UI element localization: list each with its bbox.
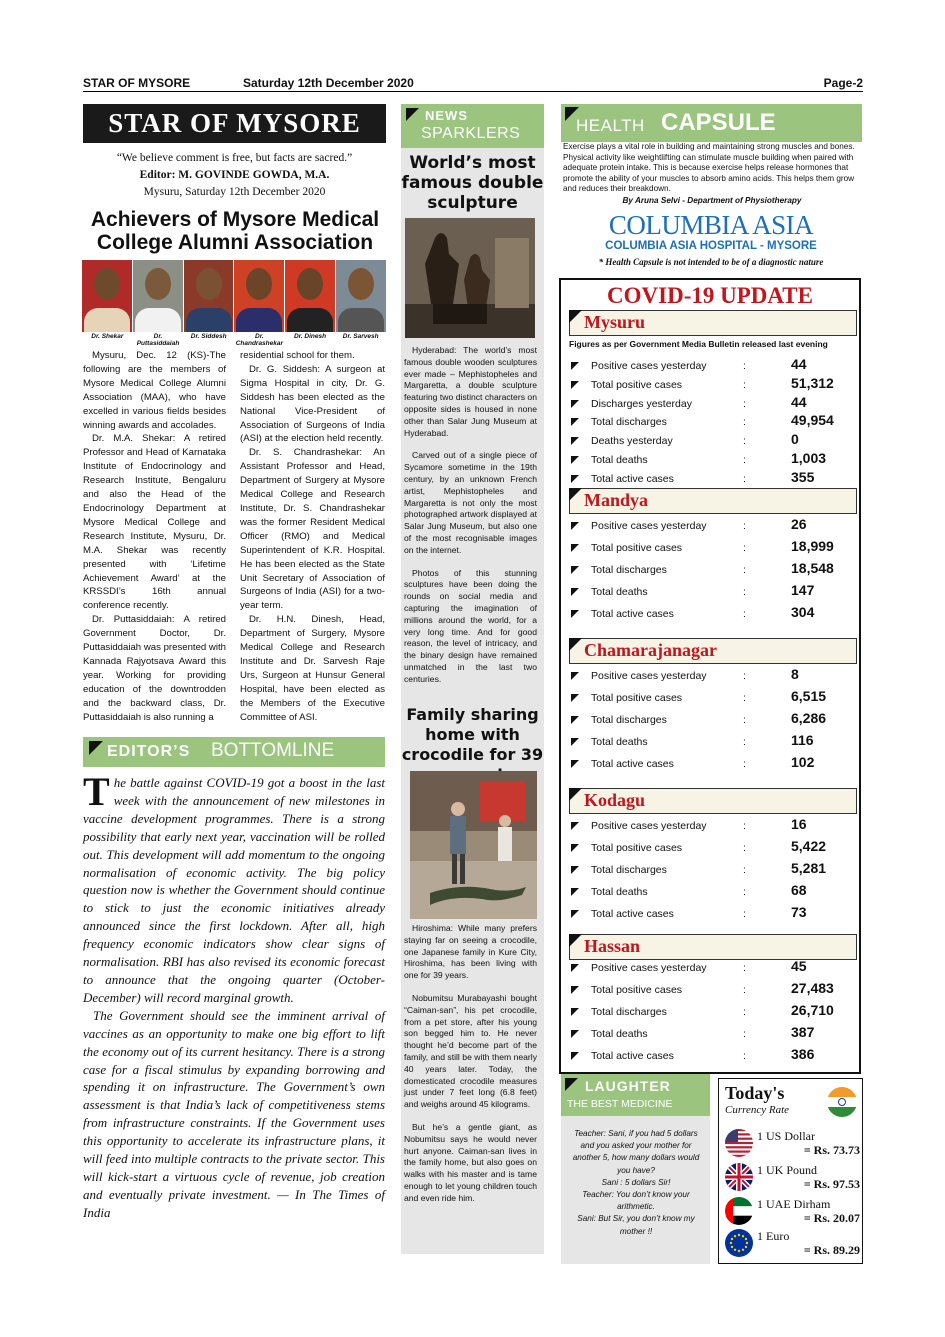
story-paragraph: Carved out of a single piece of Sycamore sometime in the 19th century, by an unknown French artist, Mephistopheles and Margaretta is not only the most photographed artwork displayed at Salar Jung Museum, but also one of the most recognisable images on the internet. [404,450,537,555]
rate-title: Today's [725,1083,785,1103]
stat-label: Total discharges [591,714,667,726]
stat-label: Deaths yesterday [591,435,673,448]
stat-value: 27,483 [791,980,834,996]
article-paragraph: Dr. H.N. Dinesh, Head, Department of Surgery, Mysore Medical College and Research Institute and Dr. Sarvesh Raje Urs, Surgeon at Hunsur General Hospital, have been elected as the Members of the Executive Committee of ASI. [240,614,385,723]
currency-name: 1 UK Pound [757,1163,818,1177]
story-paragraph: Photos of this stunning sculptures have been doing the rounds on social media and capturing the imagination of millions around the world, for a very long time. And for good reason, the level of intricacy, and the binary design have remained unmatched in the last two centuries. [404,567,537,684]
face [94,268,120,300]
stat-value: 18,999 [791,538,834,554]
stat-row [569,818,859,836]
stat-colon: : [743,670,746,682]
stat-colon: : [743,842,746,854]
district-name: Mysuru [584,312,646,332]
district-name: Chamarajanagar [584,640,717,660]
eu-flag-icon [725,1229,753,1257]
stat-value: 147 [791,582,815,598]
district-header [569,488,857,514]
stat-colon: : [743,378,746,391]
doctor-photo [82,260,132,332]
stat-label: Total deaths [591,736,648,748]
district-name: Mandya [584,490,649,510]
stat-value: 386 [791,1046,815,1062]
stat-row [569,540,859,558]
health-disclaimer: * Health Capsule is not intended to be of a diagnostic nature [598,257,824,267]
arrow-icon [571,844,579,852]
corner-marker [569,310,582,323]
stat-row [569,734,859,752]
health-capsule-text [563,142,861,207]
editorial-p1: he battle against COVID-19 got a boost in the last week with the announcement of new milestones in vaccine development programmes. There is a strong possibility that early next year, vaccination will be rolled out. This development will add momentum to the ongoing normalisation of economic activity. The big policy question now is whether the Government should continue to stick to just the economic initiatives already announced since the first lockdown. After all, high frequency economic indicators show clear signs of normalisation. RBI has also revised its economic forecast to announce that the ongoing quarter (October-December) will record marginal growth. [83,775,385,1005]
stat-value: 26 [791,516,807,532]
motto: “We believe comment is free, but facts are sacred.” [116,152,353,164]
stat-value: 1,003 [791,450,827,466]
corner-marker [565,1078,578,1091]
photo-caption: Dr. Chandrashekar [235,333,284,347]
stat-row [569,1026,859,1044]
currency-row [725,1163,860,1193]
stat-value: 8 [791,666,799,682]
health-capsule-header [561,104,862,142]
stat-label: Total deaths [591,454,648,466]
stat-label: Total positive cases [591,842,683,854]
stat-value: 44 [791,393,807,410]
stat-label: Positive cases yesterday [591,820,707,832]
district-header [569,638,857,664]
masthead-logo: STAR OF MYSORE [83,104,386,143]
logo-text: COLUMBIA ASIA [608,210,814,240]
stat-row [569,906,859,924]
stat-label: Total discharges [591,564,667,576]
story1-body [404,345,537,697]
stat-label: Discharges yesterday [591,397,692,410]
stat-colon: : [743,886,746,898]
face [297,268,323,300]
stat-colon: : [743,472,746,485]
stat-value: 5,422 [791,838,827,854]
stat-label: Total active cases [591,1050,674,1062]
editorial-header [83,737,385,767]
shoulders [135,308,181,332]
stat-row [569,1004,859,1022]
doctor-photo [336,260,386,332]
doctor-photo [234,260,284,332]
stat-row [569,982,859,1000]
dateline: Mysuru, Saturday 12th December 2020 [143,186,326,198]
news-sparklers-header [401,104,544,148]
currency-row [725,1129,860,1159]
doctor-photo [285,260,335,332]
stat-value: 6,286 [791,710,827,726]
stat-label: Total discharges [591,864,667,876]
stat-row [569,712,859,730]
stat-colon: : [743,1006,746,1018]
columbia-asia-logo [561,212,861,267]
health-head-1: HEALTH [576,116,645,135]
joke-line: Sani: But Sir, you don’t know my mother !! [577,1214,695,1236]
stat-row [569,1048,859,1066]
article-column-2 [240,349,385,724]
stat-value: 5,281 [791,860,827,876]
face [145,268,171,300]
stat-label: Total deaths [591,1028,648,1040]
stat-value: 116 [791,732,814,748]
health-byline: By Aruna Selvi - Department of Physiotherapy [622,195,802,205]
health-tip: Exercise plays a vital role in building and maintaining strong muscles and bones. Physical activity like weightlifting can stimulate muscle building when paired with adequate protein intake. This is because exercise helps release hormones that promote the ability of your muscles to absorb amino acids. This helps them grow and reduces their breakdown. [563,142,855,194]
story2-title: Family sharing home with crocodile for 39 [401,705,544,764]
currency-value: = Rs. 20.07 [803,1211,860,1225]
india-flag-icon [827,1087,857,1117]
stat-value: 45 [791,958,807,974]
currency-value: = Rs. 97.53 [803,1177,860,1191]
article-paragraph: residential school for them. [240,350,355,361]
story-paragraph: Nobumitsu Murabayashi bought “Caiman-san”, his pet crocodile, from a pet store, after his young son begged him to. He never thought he’d become part of the family, and still be with them nearly 40 years later. Today, the domesticated crocodile measures just under 7 feet long (6.8 feet) and weighs around 45 kilograms. [404,992,537,1110]
corner-marker [569,488,582,501]
uae-flag-icon [725,1197,753,1225]
arrow-icon [571,418,579,426]
currency-row [725,1197,860,1227]
shoulders [186,308,232,332]
stat-colon: : [743,908,746,920]
corner-marker [569,934,582,947]
stat-row [569,414,859,432]
stat-row [569,884,859,902]
stat-colon: : [743,360,746,372]
stat-row [569,358,859,376]
stat-colon: : [743,542,746,554]
stat-label: Total active cases [591,472,674,485]
arrow-icon [571,610,579,618]
laughter-panel [561,1074,710,1264]
photo-caption: Dr. Sarvesh [342,333,379,340]
us-flag-icon [725,1129,753,1157]
stat-label: Total positive cases [591,984,683,996]
arrow-icon [571,910,579,918]
stat-label: Positive cases yesterday [591,962,707,974]
arrow-icon [571,381,579,389]
stat-label: Total discharges [591,416,667,429]
stat-value: 16 [791,816,807,832]
stat-row [569,433,859,451]
stat-row [569,668,859,686]
paper-name: STAR OF MYSORE [83,76,191,90]
bulletin-note: Figures as per Government Media Bulletin released last evening [569,339,828,349]
arrow-icon [571,456,579,464]
stat-colon: : [743,692,746,704]
stat-colon: : [743,864,746,876]
story-paragraph: Hyderabad: The world’s most famous double wooden sculptures ever made – Mephistopheles and Margaretta, a double sculpture featuring two distinct characters on opposite sides is housed in none other than Salar Jung Museum at Hyderabad. [404,345,537,438]
story1-title: World’s most famous double sculpture [401,153,544,213]
arrow-icon [571,822,579,830]
stat-colon: : [743,714,746,726]
arrow-icon [571,566,579,574]
currency-name: 1 Euro [757,1229,790,1243]
arrow-icon [571,437,579,445]
stat-value: 51,312 [791,374,834,391]
joke-line: Teacher: Sani, if you had 5 dollars and you asked your mother for another 5, how many dollars would you have? [572,1129,700,1175]
joke-text [567,1128,705,1238]
shoulders [287,308,333,332]
arrow-icon [571,716,579,724]
arrow-icon [571,1052,579,1060]
stat-label: Positive cases yesterday [591,670,707,682]
arrow-icon [571,522,579,530]
page-header [83,76,863,92]
arrow-icon [571,672,579,680]
arrow-icon [571,544,579,552]
stat-value: 6,515 [791,688,827,704]
district-header [569,310,857,336]
stat-colon: : [743,564,746,576]
editorial-p2: The Government should see the imminent arrival of vaccines as an opportunity to make one big effort to lift the economy out of its current hesitancy. There is a strong case for a fiscal stimulus by expanding borrowing and spending it on infrastructure. The Government’s own assessment is that India’s lack of competitiveness stems from infrastructure constraints. If the Government uses this opportunity to accelerate its infrastructure plans, it will feed into multiple contracts to the private sector. This will kick-start a virtuous cycle of revenue, job creation and eventually private investment. — In The Times of India [83,1007,385,1220]
masthead-tagline [83,150,386,201]
stat-label: Positive cases yesterday [591,520,707,532]
arrow-icon [571,888,579,896]
photo-caption: Dr. Puttasiddaiah [136,333,180,347]
currency-row [725,1229,860,1259]
doctor-photos [82,260,386,332]
rate-subtitle: Currency Rate [725,1104,790,1116]
stat-value: 304 [791,604,815,620]
stat-value: 26,710 [791,1002,834,1018]
district-header [569,788,857,814]
stat-row [569,840,859,858]
stat-colon: : [743,758,746,770]
sculpture-photo [405,218,535,338]
stat-value: 102 [791,754,815,770]
stat-colon: : [743,520,746,532]
stat-row [569,862,859,880]
shoulders [236,308,282,332]
district-name: Kodagu [584,790,646,810]
stat-value: 49,954 [791,412,834,429]
photo-captions [82,333,386,347]
district-header [569,934,857,960]
doctor-photo [184,260,234,332]
stat-colon: : [743,736,746,748]
stat-colon: : [743,586,746,598]
news-head-1: NEWS [425,108,468,123]
currency-value: = Rs. 89.29 [803,1243,860,1257]
stat-row [569,606,859,624]
stat-value: 0 [791,431,799,448]
hospital-name: COLUMBIA ASIA HOSPITAL - MYSORE [605,240,817,252]
doctor-photo [133,260,183,332]
stat-colon: : [743,397,746,410]
currency-value: = Rs. 73.73 [803,1143,860,1157]
corner-marker [89,741,103,755]
arrow-icon [571,588,579,596]
editorial-text [83,769,385,1222]
laughter-header [561,1074,710,1116]
stat-value: 18,548 [791,560,834,576]
covid-title: COVID-19 UPDATE [607,283,813,308]
arrow-icon [571,400,579,408]
stat-value: 73 [791,904,807,920]
stat-label: Total active cases [591,608,674,620]
arrow-icon [571,694,579,702]
currency-name: 1 UAE Dirham [757,1197,831,1211]
covid-update-box [559,278,861,1074]
story-paragraph: Hiroshima: While many prefers staying far on seeing a crocodile, one Japanese family in Kure City, Hiroshima, has been living with one for 39 years. [404,923,537,981]
stat-colon: : [743,962,746,974]
stat-row [569,960,859,978]
stat-row [569,374,859,395]
face [196,268,222,300]
stat-row [569,452,859,470]
page-number: Page-2 [823,76,863,90]
editorial-head-1: EDITOR’S [107,743,191,760]
photo-caption: Dr. Shekar [91,333,124,340]
article-paragraph: Mysuru, Dec. 12 (KS)-The following are the members of Mysore Medical College Alumni Association (MAA), who have excelled in various fields besides winning awards and accolades. [83,350,226,431]
article-paragraph: Dr. G. Siddesh: A surgeon at Sigma Hospital in city, Dr. G. Siddesh has been elected as the National Vice-President of Association of Surgeons of India (ASI) at the election held recently. [240,363,385,445]
issue-date: Saturday 12th December 2020 [243,76,414,90]
corner-marker [406,108,419,121]
stat-label: Positive cases yesterday [591,360,707,372]
shoulders [338,308,384,332]
stat-label: Total deaths [591,886,648,898]
arrow-icon [571,1008,579,1016]
laughter-head-2: THE BEST MEDICINE [567,1098,673,1110]
article-paragraph: Dr. S. Chandrashekar: An Assistant Professor and Head, Department of Surgery at Mysore Medical College and Research Institute, Dr. S. Chandrashekar was the former Resident Medical Officer (RMO) and Medical Superintendent of K.R. Hospital. He has been elected as the State Unit Secretary of Association of Surgeons of India (ASI) for a two-year term. [240,447,385,612]
stat-colon: : [743,454,746,466]
stat-row [569,562,859,580]
arrow-icon [571,738,579,746]
stat-colon: : [743,1028,746,1040]
district-name: Hassan [584,936,641,956]
stat-colon: : [743,820,746,832]
stat-row [569,756,859,774]
article-headline: Achievers of Mysore Medical College Alumni Association [90,208,380,254]
stat-row [569,584,859,602]
uk-flag-icon [725,1163,753,1191]
stat-label: Total positive cases [591,542,683,554]
crocodile-photo [410,771,537,919]
stat-row [569,518,859,536]
stat-label: Total active cases [591,908,674,920]
editor-line: Editor: M. GOVINDE GOWDA, M.A. [139,169,330,181]
stat-colon: : [743,984,746,996]
currency-name: 1 US Dollar [757,1129,815,1143]
stat-value: 44 [791,356,807,372]
stat-row [569,393,859,414]
stat-value: 387 [791,1024,815,1040]
story2-body [404,923,537,1216]
face [246,268,272,300]
article-column-1 [83,349,226,724]
arrow-icon [571,964,579,972]
article-paragraph: Dr. Puttasiddaiah: A retired Government Doctor, Dr. Puttasiddaiah was presented with Kannada Rajyotsava Award this year. Working for providing education of the downtrodden and the backward class, Dr. Puttasiddaiah is also running a [83,614,226,723]
corner-marker [569,638,582,651]
editorial-head-2: BOTTOMLINE [211,740,335,761]
stat-colon: : [743,608,746,620]
photo-caption: Dr. Siddesh [190,333,227,340]
stat-label: Total positive cases [591,692,683,704]
arrow-icon [571,362,579,370]
news-head-2: SPARKLERS [421,125,521,142]
stat-colon: : [743,1050,746,1062]
stat-label: Total positive cases [591,378,683,391]
arrow-icon [571,760,579,768]
health-head-2: CAPSULE [661,109,776,136]
article-paragraph: Dr. M.A. Shekar: A retired Professor and Head of Karnataka Institute of Endocrinology and Research Institute, Bengaluru and also the Head of the Endocrinology Department at Mysore Medical College and Research Institute, Mysuru, Dr. M.A. Shekar was recently presented with ‘Lifetime Achievement Award’ at the KRSSDI’s 16th annual conference recently. [83,433,226,612]
corner-marker [569,788,582,801]
stat-label: Total active cases [591,758,674,770]
arrow-icon [571,1030,579,1038]
story-paragraph: But he’s a gentle giant, as Nobumitsu says he would never hurt anyone. Caiman-san lives in the family home, but also goes on walks with his master and is tame enough to let young children touch and even ride him. [404,1121,537,1203]
currency-rate-box [718,1078,863,1264]
stat-row [569,690,859,708]
laughter-head-1: LAUGHTER [585,1078,671,1094]
joke-line: Teacher: You don’t know your arithmetic. [582,1190,690,1212]
arrow-icon [571,475,579,483]
stat-value: 68 [791,882,807,898]
stat-label: Total deaths [591,586,648,598]
stat-colon: : [743,435,746,448]
shoulders [84,308,130,332]
stat-value: 355 [791,468,815,485]
stat-label: Total discharges [591,1006,667,1018]
stat-row [569,468,859,489]
arrow-icon [571,986,579,994]
stat-colon: : [743,416,746,429]
drop-cap: T [83,769,110,814]
arrow-icon [571,866,579,874]
photo-caption: Dr. Dinesh [293,333,327,340]
face [348,268,374,300]
joke-line: Sani : 5 dollars Sir! [601,1177,671,1187]
